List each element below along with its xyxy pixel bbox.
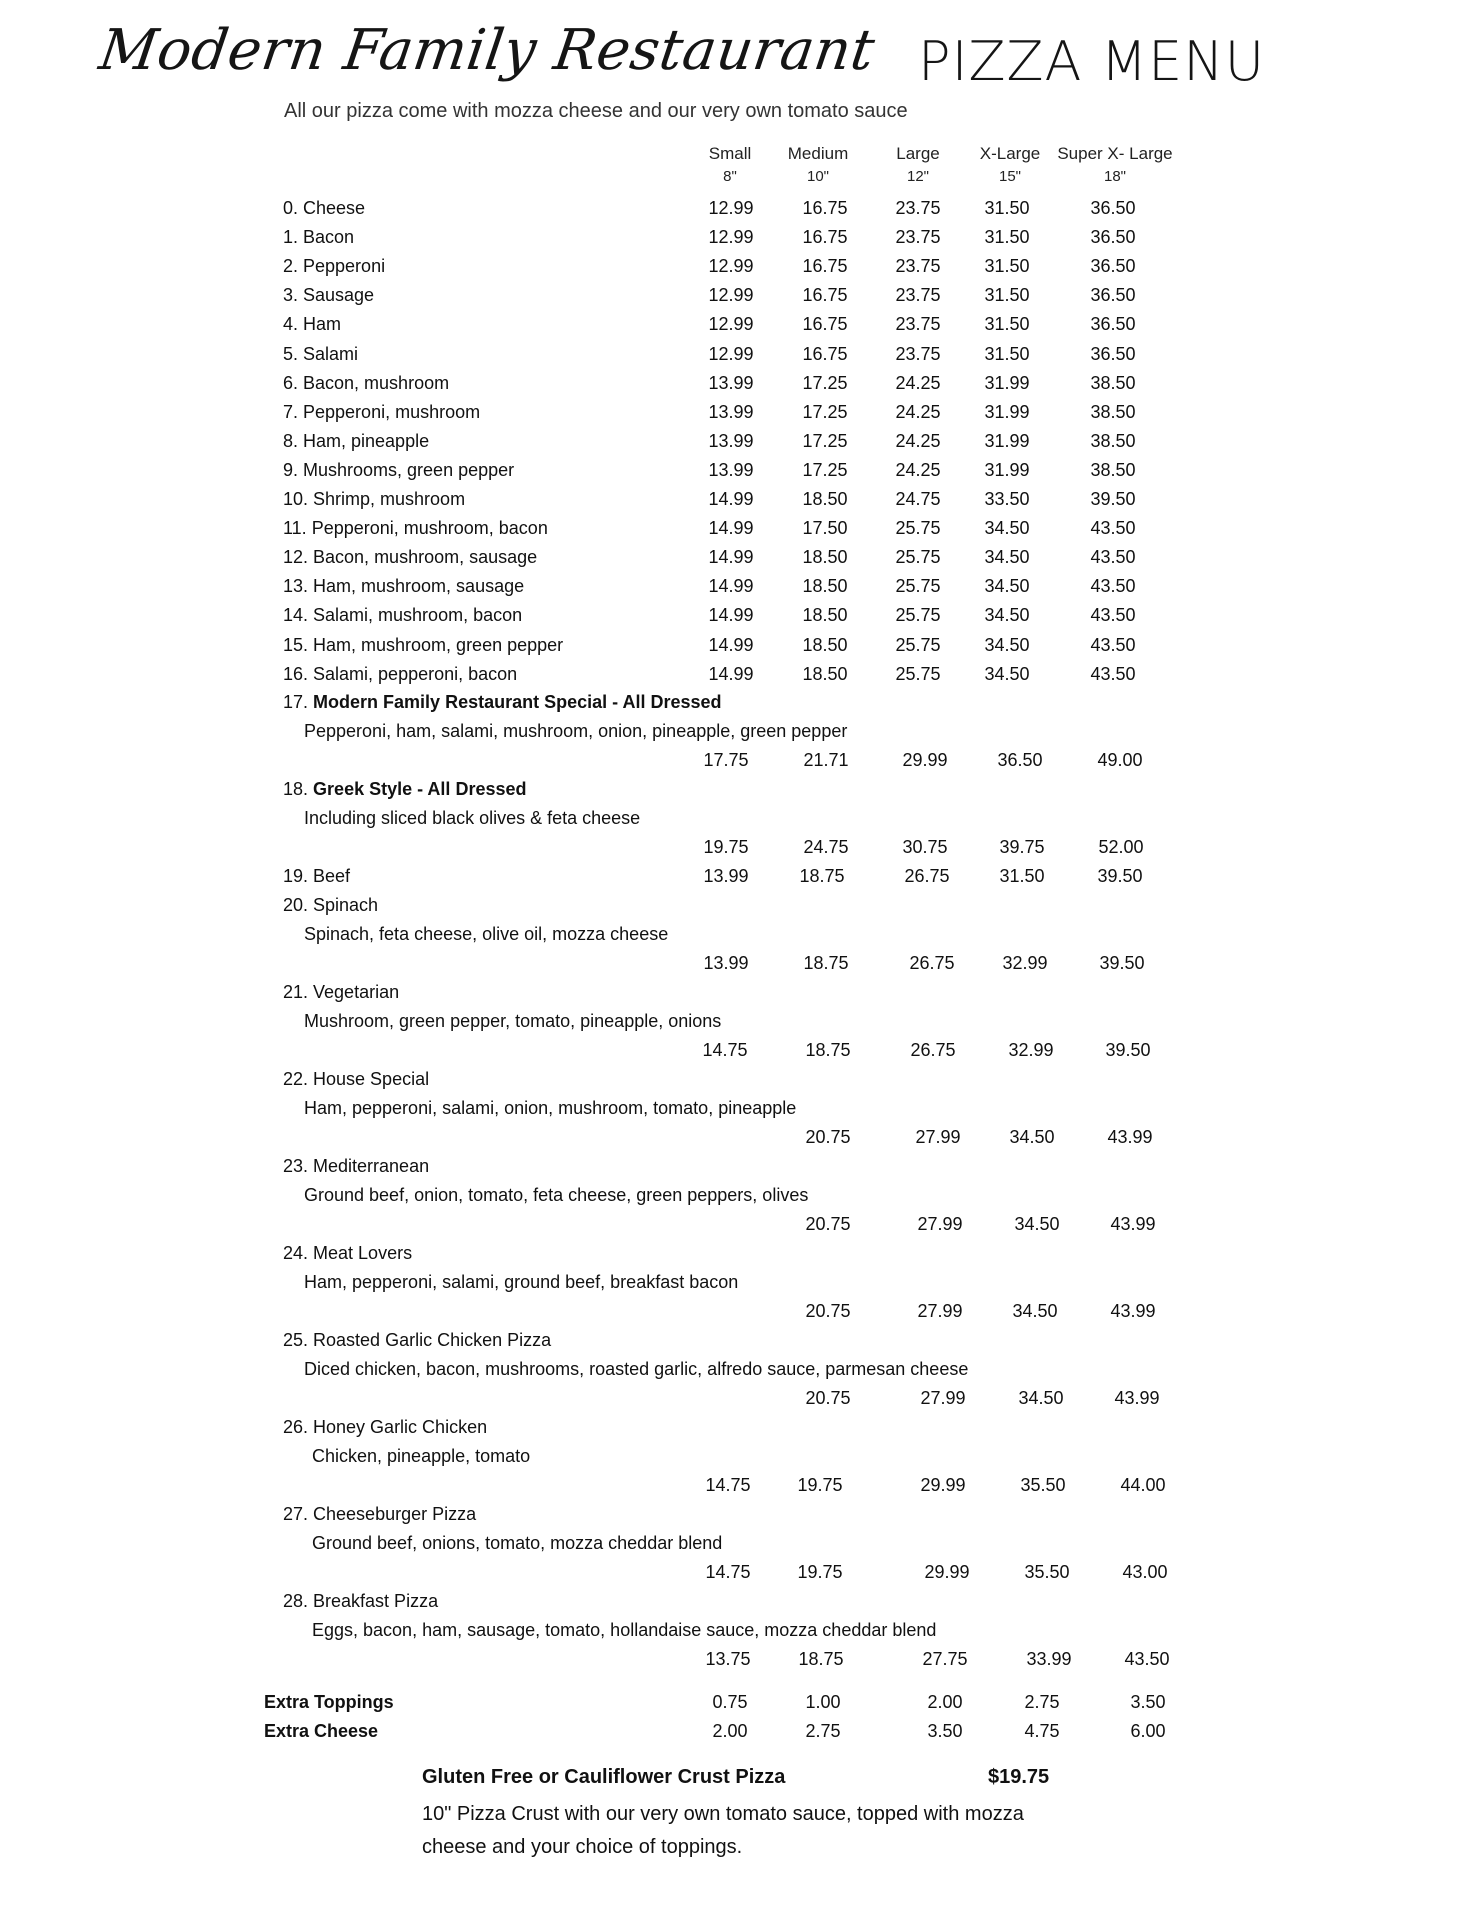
price-cell: 26.75 [904,866,950,886]
price-cell: 14.75 [705,1562,751,1582]
price-cell: 18.50 [802,634,848,655]
price-cell: 13.99 [703,866,749,886]
size-header-super-xlarge: Super X- Large 18" [1057,144,1173,185]
price-cell: 19.75 [797,1562,843,1582]
price-cell: 27.99 [917,1301,963,1321]
price-cell: 35.50 [1020,1475,1066,1495]
price-cell: 32.99 [1008,1040,1054,1060]
price-cell: 17.25 [802,430,848,451]
pizza-name: 3. Sausage [283,285,375,306]
price-cell: 32.99 [1002,953,1048,973]
price-cell: 16.75 [802,285,848,306]
price-cell: 43.00 [1122,1562,1168,1582]
menu-title: PIZZA MENU [918,30,1266,93]
price-cell: 34.50 [984,605,1030,626]
price-cell: 24.25 [895,372,941,393]
price-cell: 31.50 [984,198,1030,218]
pizza-description: Diced chicken, bacon, mushrooms, roasted garlic, alfredo sauce, parmesan cheese [304,1359,969,1379]
price-cell: 38.50 [1090,459,1136,480]
price-cell: 24.75 [803,837,849,857]
price-cell: 13.99 [708,459,754,480]
price-cell: 33.99 [1026,1649,1072,1669]
price-cell: 31.50 [984,285,1030,306]
price-cell: 13.99 [708,430,754,451]
pizza-description: Spinach, feta cheese, olive oil, mozza cheese [304,924,669,944]
price-cell: 20.75 [805,1388,851,1408]
price-cell: 34.50 [1018,1388,1064,1408]
price-cell: 43.50 [1090,518,1136,539]
price-cell: 34.50 [984,663,1030,684]
price-cell: 17.25 [802,372,848,393]
pizza-name: 14. Salami, mushroom, bacon [283,605,523,626]
pizza-name: 23. Mediterranean [283,1156,430,1176]
price-cell: 18.75 [799,866,845,886]
price-cell: 23.75 [895,343,941,364]
price-cell: 3.50 [927,1721,963,1741]
price-cell: 13.75 [705,1649,751,1669]
price-cell: 29.99 [924,1562,970,1582]
price-cell: 17.75 [703,750,749,770]
price-cell: 36.50 [997,750,1043,770]
menu-subtitle: All our pizza come with mozza cheese and our very own tomato sauce [284,100,908,122]
price-cell: 13.99 [708,372,754,393]
price-cell: 16.75 [802,314,848,335]
price-cell: 20.75 [805,1127,851,1147]
pizza-name: 27. Cheeseburger Pizza [283,1504,477,1524]
special-name: Modern Family Restaurant Special - All Dressed [313,692,722,712]
pizza-name: 1. Bacon [283,227,355,248]
size-header-medium: Medium 10" [787,144,849,185]
price-cell: 29.99 [902,750,948,770]
price-cell: 31.50 [984,343,1030,364]
pizza-name [283,779,526,800]
price-cell: 33.50 [984,489,1030,509]
price-cell: 25.75 [895,634,941,655]
pizza-number: 18. [283,779,309,799]
price-cell: 23.75 [895,198,941,218]
price-cell: 34.50 [984,547,1030,568]
price-cell: 6.00 [1130,1721,1166,1741]
price-cell: 17.25 [802,459,848,480]
price-cell: 1.00 [805,1692,841,1712]
price-cell: 14.75 [705,1475,751,1495]
pizza-description: Eggs, bacon, ham, sausage, tomato, hollandaise sauce, mozza cheddar blend [312,1620,937,1640]
pizza-name: 21. Vegetarian [283,982,400,1002]
price-cell: 3.50 [1130,1692,1166,1712]
price-cell: 14.99 [708,663,754,684]
price-cell: 43.99 [1107,1127,1153,1147]
price-cell: 31.99 [984,372,1030,393]
price-cell: 18.50 [802,576,848,597]
size-header-small: Small 8" [708,144,752,185]
price-cell: 43.99 [1110,1301,1156,1321]
price-cell: 23.75 [895,227,941,248]
price-cell: 12.99 [708,285,754,306]
price-cell: 39.50 [1105,1040,1151,1060]
price-cell: 39.50 [1097,866,1143,886]
price-cell: 43.99 [1114,1388,1160,1408]
price-cell: 43.50 [1124,1649,1170,1669]
price-cell: 26.75 [910,1040,956,1060]
price-cell: 24.25 [895,459,941,480]
price-cell: 21.71 [803,750,849,770]
price-cell: 43.99 [1110,1214,1156,1234]
price-cell: 24.25 [895,401,941,422]
price-cell: 4.75 [1024,1721,1060,1741]
price-cell: 31.99 [984,401,1030,422]
price-cell: 29.99 [920,1475,966,1495]
price-cell: 14.99 [708,576,754,597]
price-cell: 24.75 [895,489,941,509]
pizza-name: 22. House Special [283,1069,430,1089]
price-cell: 34.50 [1012,1301,1058,1321]
price-cell: 12.99 [708,198,754,218]
extra-name: Extra Toppings [264,1692,394,1712]
price-cell: 17.50 [802,518,848,539]
price-cell: 25.75 [895,663,941,684]
price-cell: 18.50 [802,489,848,509]
price-cell: 34.50 [1009,1127,1055,1147]
pizza-name: 8. Ham, pineapple [283,430,430,451]
price-cell: 2.00 [927,1692,963,1712]
size-header-large: Large 12" [896,144,940,185]
special-name: Greek Style - All Dressed [313,779,527,799]
price-cell: 38.50 [1090,401,1136,422]
gluten-free-description: 10" Pizza Crust with our very own tomato sauce, topped with mozza cheese and your choice of toppings. [422,1803,1024,1858]
gluten-free-price: $19.75 [988,1766,1050,1788]
price-cell: 34.50 [1014,1214,1060,1234]
price-cell: 44.00 [1120,1475,1166,1495]
price-cell: 18.75 [803,953,849,973]
price-cell: 36.50 [1090,285,1136,306]
price-cell: 23.75 [895,285,941,306]
pizza-name: 25. Roasted Garlic Chicken Pizza [283,1330,552,1350]
price-cell: 0.75 [712,1692,748,1712]
price-cell: 43.50 [1090,576,1136,597]
price-cell: 25.75 [895,576,941,597]
pizza-description: Ground beef, onion, tomato, feta cheese, green peppers, olives [304,1185,809,1205]
price-cell: 18.75 [805,1040,851,1060]
price-cell: 23.75 [895,314,941,335]
price-cell: 31.50 [984,227,1030,248]
price-cell: 36.50 [1090,314,1136,335]
price-cell: 18.50 [802,547,848,568]
price-cell: 20.75 [805,1301,851,1321]
price-cell: 20.75 [805,1214,851,1234]
price-cell: 36.50 [1090,227,1136,248]
price-cell: 14.99 [708,634,754,655]
pizza-name: 15. Ham, mushroom, green pepper [283,634,564,655]
pizza-description: Ham, pepperoni, salami, ground beef, breakfast bacon [304,1272,739,1292]
price-cell: 27.99 [920,1388,966,1408]
pizza-name: 11. Pepperoni, mushroom, bacon [283,518,548,539]
price-cell: 39.75 [999,837,1045,857]
price-cell: 39.50 [1099,953,1145,973]
price-cell: 27.75 [922,1649,968,1669]
price-cell: 14.99 [708,547,754,568]
price-cell: 43.50 [1090,663,1136,684]
pizza-description: Chicken, pineapple, tomato [312,1446,531,1466]
price-cell: 52.00 [1098,837,1144,857]
price-cell: 12.99 [708,343,754,364]
price-cell: 24.25 [895,430,941,451]
price-cell: 16.75 [802,198,848,218]
price-cell: 34.50 [984,576,1030,597]
price-cell: 27.99 [917,1214,963,1234]
price-cell: 38.50 [1090,430,1136,451]
extra-name: Extra Cheese [264,1721,379,1741]
price-cell: 16.75 [802,227,848,248]
pizza-number: 17. [283,692,309,712]
price-cell: 30.75 [902,837,948,857]
price-cell: 12.99 [708,314,754,335]
pizza-name: 5. Salami [283,343,359,364]
price-cell: 34.50 [984,518,1030,539]
price-cell: 19.75 [797,1475,843,1495]
price-cell: 27.99 [915,1127,961,1147]
price-cell: 26.75 [909,953,955,973]
price-cell: 2.00 [712,1721,748,1741]
price-cell: 31.99 [984,459,1030,480]
price-cell: 34.50 [984,634,1030,655]
price-cell: 38.50 [1090,372,1136,393]
price-cell: 2.75 [1024,1692,1060,1712]
pizza-name: 0. Cheese [283,198,366,218]
pizza-name [283,692,722,713]
price-cell: 18.75 [798,1649,844,1669]
price-cell: 14.99 [708,518,754,539]
pizza-name: 12. Bacon, mushroom, sausage [283,547,538,568]
gluten-free-title: Gluten Free or Cauliflower Crust Pizza [422,1766,786,1788]
price-cell: 16.75 [802,343,848,364]
price-cell: 12.99 [708,227,754,248]
price-cell: 14.99 [708,489,754,509]
price-cell: 18.50 [802,605,848,626]
price-cell: 31.50 [984,256,1030,277]
price-cell: 17.25 [802,401,848,422]
pizza-name: 19. Beef [283,866,351,886]
price-cell: 13.99 [703,953,749,973]
price-cell: 23.75 [895,256,941,277]
price-cell: 36.50 [1090,256,1136,277]
pizza-description: Ham, pepperoni, salami, onion, mushroom, tomato, pineapple [304,1098,797,1118]
price-cell: 25.75 [895,518,941,539]
pizza-name: 13. Ham, mushroom, sausage [283,576,525,597]
price-cell: 2.75 [805,1721,841,1741]
pizza-description: Ground beef, onions, tomato, mozza cheddar blend [312,1533,723,1553]
pizza-name: 28. Breakfast Pizza [283,1591,439,1611]
price-cell: 19.75 [703,837,749,857]
pizza-description: Mushroom, green pepper, tomato, pineapple, onions [304,1011,722,1031]
price-cell: 31.50 [999,866,1045,886]
pizza-name: 6. Bacon, mushroom [283,372,450,393]
pizza-name: 16. Salami, pepperoni, bacon [283,663,518,684]
price-cell: 14.75 [702,1040,748,1060]
price-cell: 13.99 [708,401,754,422]
pizza-name: 9. Mushrooms, green pepper [283,459,515,480]
price-cell: 43.50 [1090,634,1136,655]
pizza-name: 7. Pepperoni, mushroom [283,401,481,422]
price-cell: 43.50 [1090,605,1136,626]
pizza-name: 2. Pepperoni [283,256,386,277]
price-cell: 16.75 [802,256,848,277]
restaurant-name: Modern Family Restaurant [95,18,879,83]
price-cell: 35.50 [1024,1562,1070,1582]
pizza-name: 20. Spinach [283,895,379,915]
pizza-name: 10. Shrimp, mushroom [283,489,466,509]
price-cell: 25.75 [895,547,941,568]
price-cell: 49.00 [1097,750,1143,770]
price-cell: 31.50 [984,314,1030,335]
price-cell: 43.50 [1090,547,1136,568]
price-cell: 18.50 [802,663,848,684]
size-header-xlarge: X-Large 15" [979,144,1041,185]
price-cell: 14.99 [708,605,754,626]
price-cell: 39.50 [1090,489,1136,509]
pizza-description: Pepperoni, ham, salami, mushroom, onion, pineapple, green pepper [304,721,848,741]
pizza-name: 24. Meat Lovers [283,1243,413,1263]
price-cell: 36.50 [1090,343,1136,364]
pizza-name: 26. Honey Garlic Chicken [283,1417,488,1437]
pizza-description: Including sliced black olives & feta cheese [304,808,641,828]
pizza-name: 4. Ham [283,314,342,335]
price-cell: 12.99 [708,256,754,277]
price-cell: 36.50 [1090,198,1136,218]
price-cell: 25.75 [895,605,941,626]
price-cell: 31.99 [984,430,1030,451]
